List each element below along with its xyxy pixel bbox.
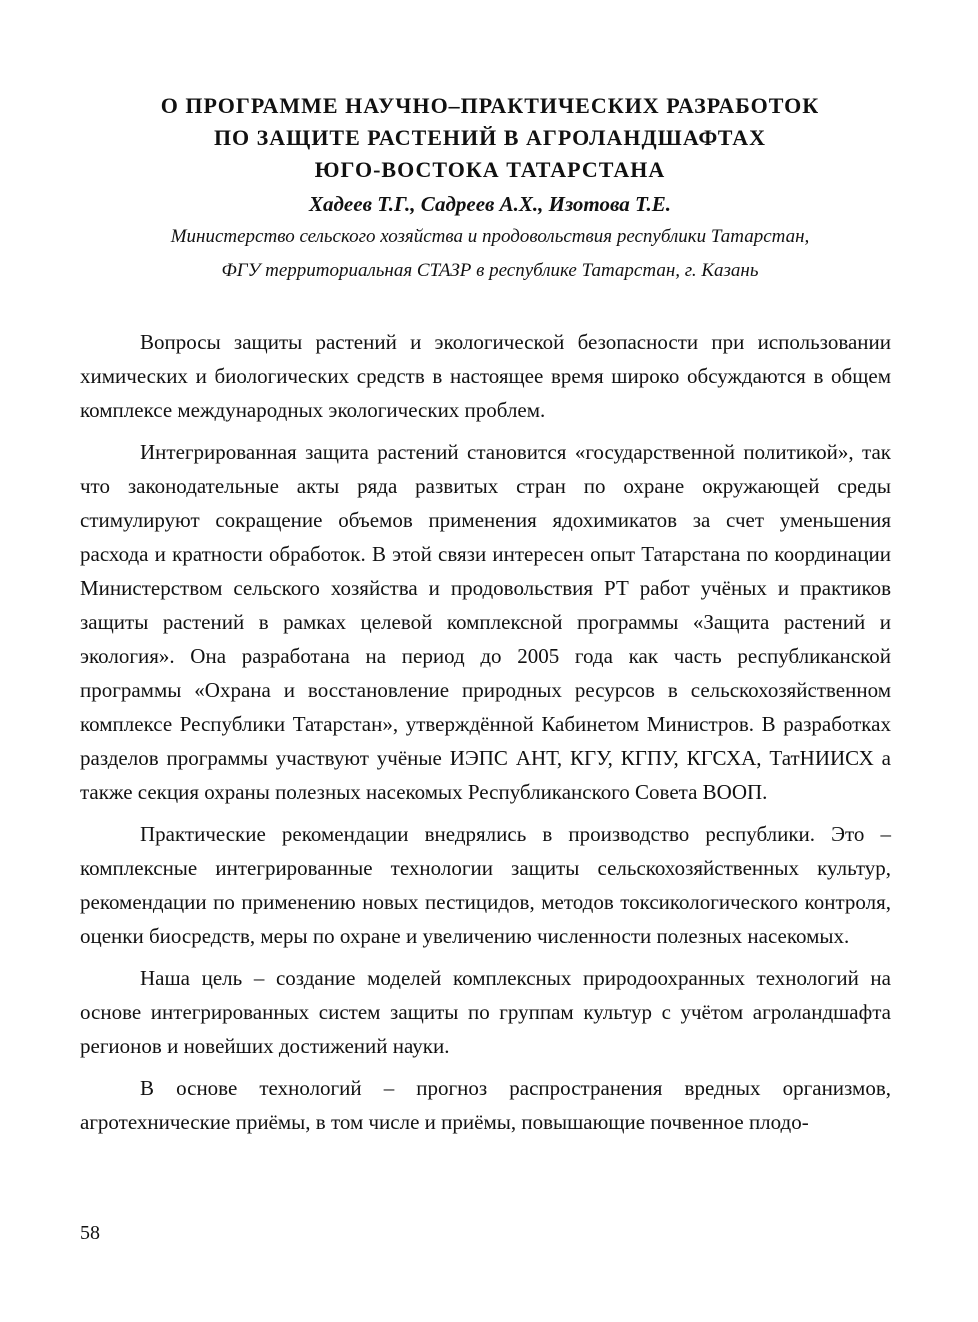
title-line-2: ПО ЗАЩИТЕ РАСТЕНИЙ В АГРОЛАНДШАФТАХ bbox=[213, 125, 767, 150]
title-line-3: ЮГО-ВОСТОКА ТАТАРСТАНА bbox=[314, 157, 666, 182]
paragraph-5: В основе технологий – прогноз распространения вредных организмов, агротехнические приёмы, в том числе и приёмы, повышающие почвенное плодо- bbox=[80, 1076, 891, 1134]
title-block bbox=[100, 90, 880, 288]
paragraph-2: Интегрированная защита растений становится «государственной политикой», так что законодательные акты ряда развитых стран по охране окружающей среды стимулируют сокращение объемов применения ядохимикатов за счет уменьшения расхода и кратности обработок. В этой связи интересен опыт Татарстана по координации Министерством сельского хозяйства и продовольствия РТ работ учёных и практиков защиты растений в рамках целевой комплексной программы «Защита растений и экология». Она разработана на период до 2005 года как часть республиканской программы «Охрана и восстановление природных ресурсов в сельскохозяйственном комплексе Республики Татарстан», утверждённой Кабинетом Министров. В разработках разделов программы участвуют учёные ИЭПС АНТ, КГУ, КГПУ, КГСХА, ТатНИИСХ а также секция охраны полезных насекомых Республиканского Совета ВООП. bbox=[80, 440, 891, 804]
body-text bbox=[80, 325, 891, 1147]
paragraph-1: Вопросы защиты растений и экологической безопасности при использовании химических и биологических средств в настоящее время широко обсуждаются в общем комплексе международных экологических проблем. bbox=[80, 330, 891, 422]
title-line-1: О ПРОГРАММЕ НАУЧНО–ПРАКТИЧЕСКИХ РАЗРАБОТОК bbox=[160, 93, 820, 118]
paragraph-4: Наша цель – создание моделей комплексных природоохранных технологий на основе интегрированных систем защиты по группам культур с учётом агроландшафта регионов и новейших достижений науки. bbox=[80, 966, 891, 1058]
authors: Хадеев Т.Г., Садреев А.Х., Изотова Т.Е. bbox=[309, 192, 671, 216]
affiliation-line-2: ФГУ территориальная СТАЗР в республике Татарстан, г. Казань bbox=[221, 260, 759, 281]
paragraph-3: Практические рекомендации внедрялись в производство республики. Это – комплексные интегрированные технологии защиты сельскохозяйственных культур, рекомендации по применению новых пестицидов, методов токсикологического контроля, оценки биосредств, меры по охране и увеличению численности полезных насекомых. bbox=[80, 822, 891, 948]
page-number: 58 bbox=[80, 1222, 100, 1244]
affiliation-line-1: Министерство сельского хозяйства и продовольствия республики Татарстан, bbox=[170, 226, 810, 247]
